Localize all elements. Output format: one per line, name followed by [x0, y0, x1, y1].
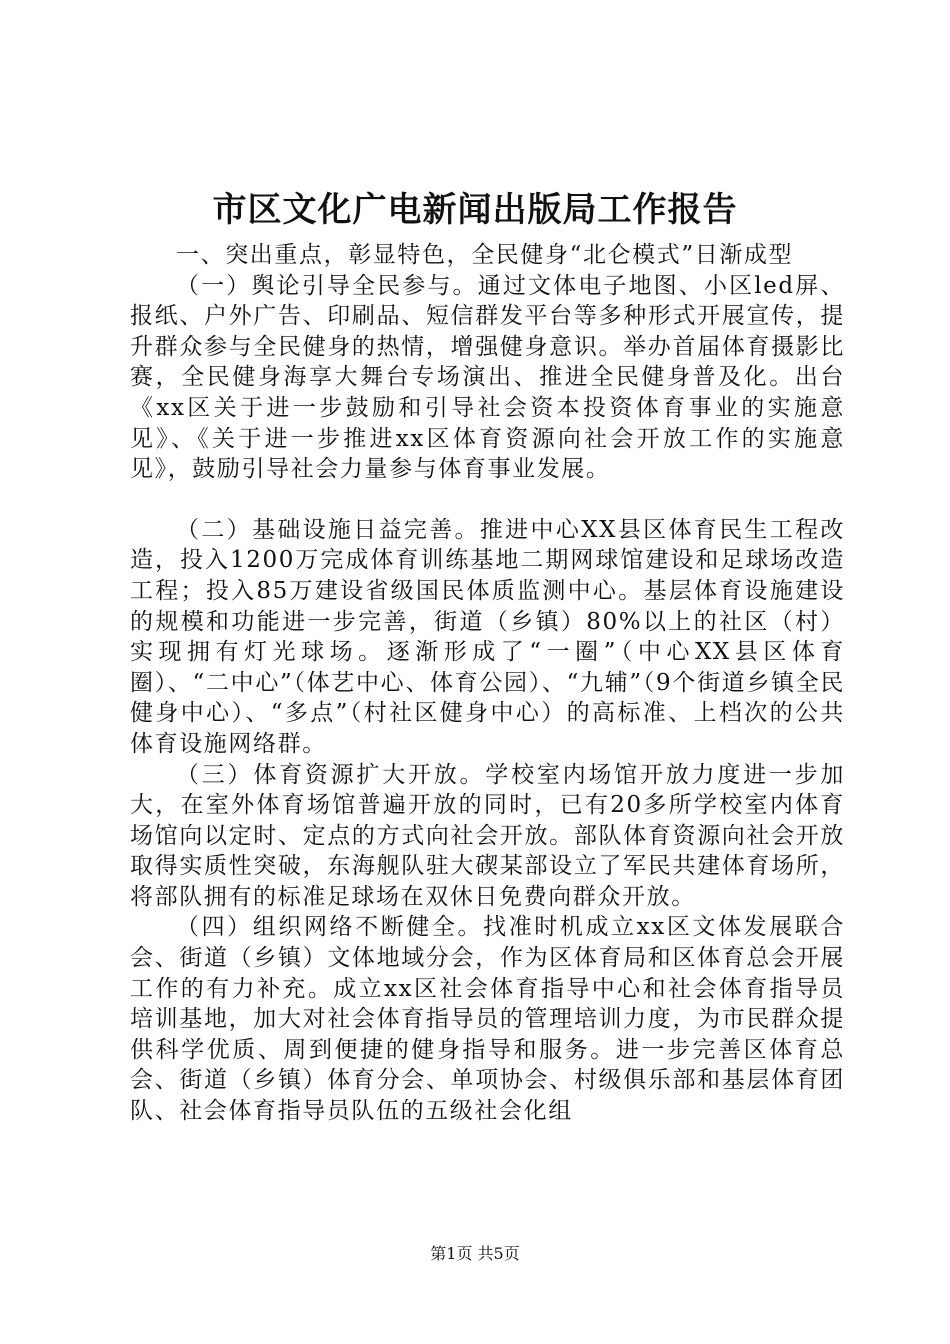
document-body: [130, 240, 845, 1127]
paragraph-3: （三）体育资源扩大开放。学校室内场馆开放力度进一步加大，在室外体育场馆普遍开放的同时，已有20多所学校室内体育场馆向以定时、定点的方式向社会开放。部队体育资源向社会开放取得实质性突破，东海舰队驻大碶某部设立了军民共建体育场所，将部队拥有的标准足球场在双休日免费向群众开放。: [130, 761, 845, 910]
page-footer: 第1页 共5页: [430, 1244, 520, 1263]
paragraph-1: （一）舆论引导全民参与。通过文体电子地图、小区led屏、报纸、户外广告、印刷品、短信群发平台等多种形式开展宣传，提升群众参与全民健身的热情，增强健身意识。举办首届体育摄影比赛，全民健身海享大舞台专场演出、推进全民健身普及化。出台《xx区关于进一步鼓励和引导社会资本投资体育事业的实施意见》、《关于进一步推进xx区体育资源向社会开放工作的实施意见》，鼓励引导社会力量参与体育事业发展。: [130, 272, 845, 483]
paragraph-4: （四）组织网络不断健全。找准时机成立xx区文体发展联合会、街道（乡镇）文体地域分会，作为区体育局和区体育总会开展工作的有力补充。成立xx区社会体育指导中心和社会体育指导员培训基地，加大对社会体育指导员的管理培训力度，为市民群众提供科学优质、周到便捷的健身指导和服务。进一步完善区体育总会、街道（乡镇）体育分会、单项协会、村级俱乐部和基层体育团队、社会体育指导员队伍的五级社会化组: [130, 914, 845, 1125]
document-title: 市区文化广电新闻出版局工作报告: [212, 190, 738, 230]
section-heading: 一、突出重点，彰显特色，全民健身“北仑模式”日渐成型: [176, 242, 794, 268]
paragraph-2: （二）基础设施日益完善。推进中心XX县区体育民生工程改造，投入1200万完成体育训练基地二期网球馆建设和足球场改造工程；投入85万建设省级国民体质监测中心。基层体育设施建设的规模和功能进一步完善，街道（乡镇）80%以上的社区（村）实现拥有灯光球场。逐渐形成了“一圈”（中心XX县区体育圈）、“二中心”（体艺中心、体育公园）、“九辅”（9个街道乡镇全民健身中心）、“多点”（村社区健身中心）的高标准、上档次的公共体育设施网络群。: [130, 516, 845, 757]
